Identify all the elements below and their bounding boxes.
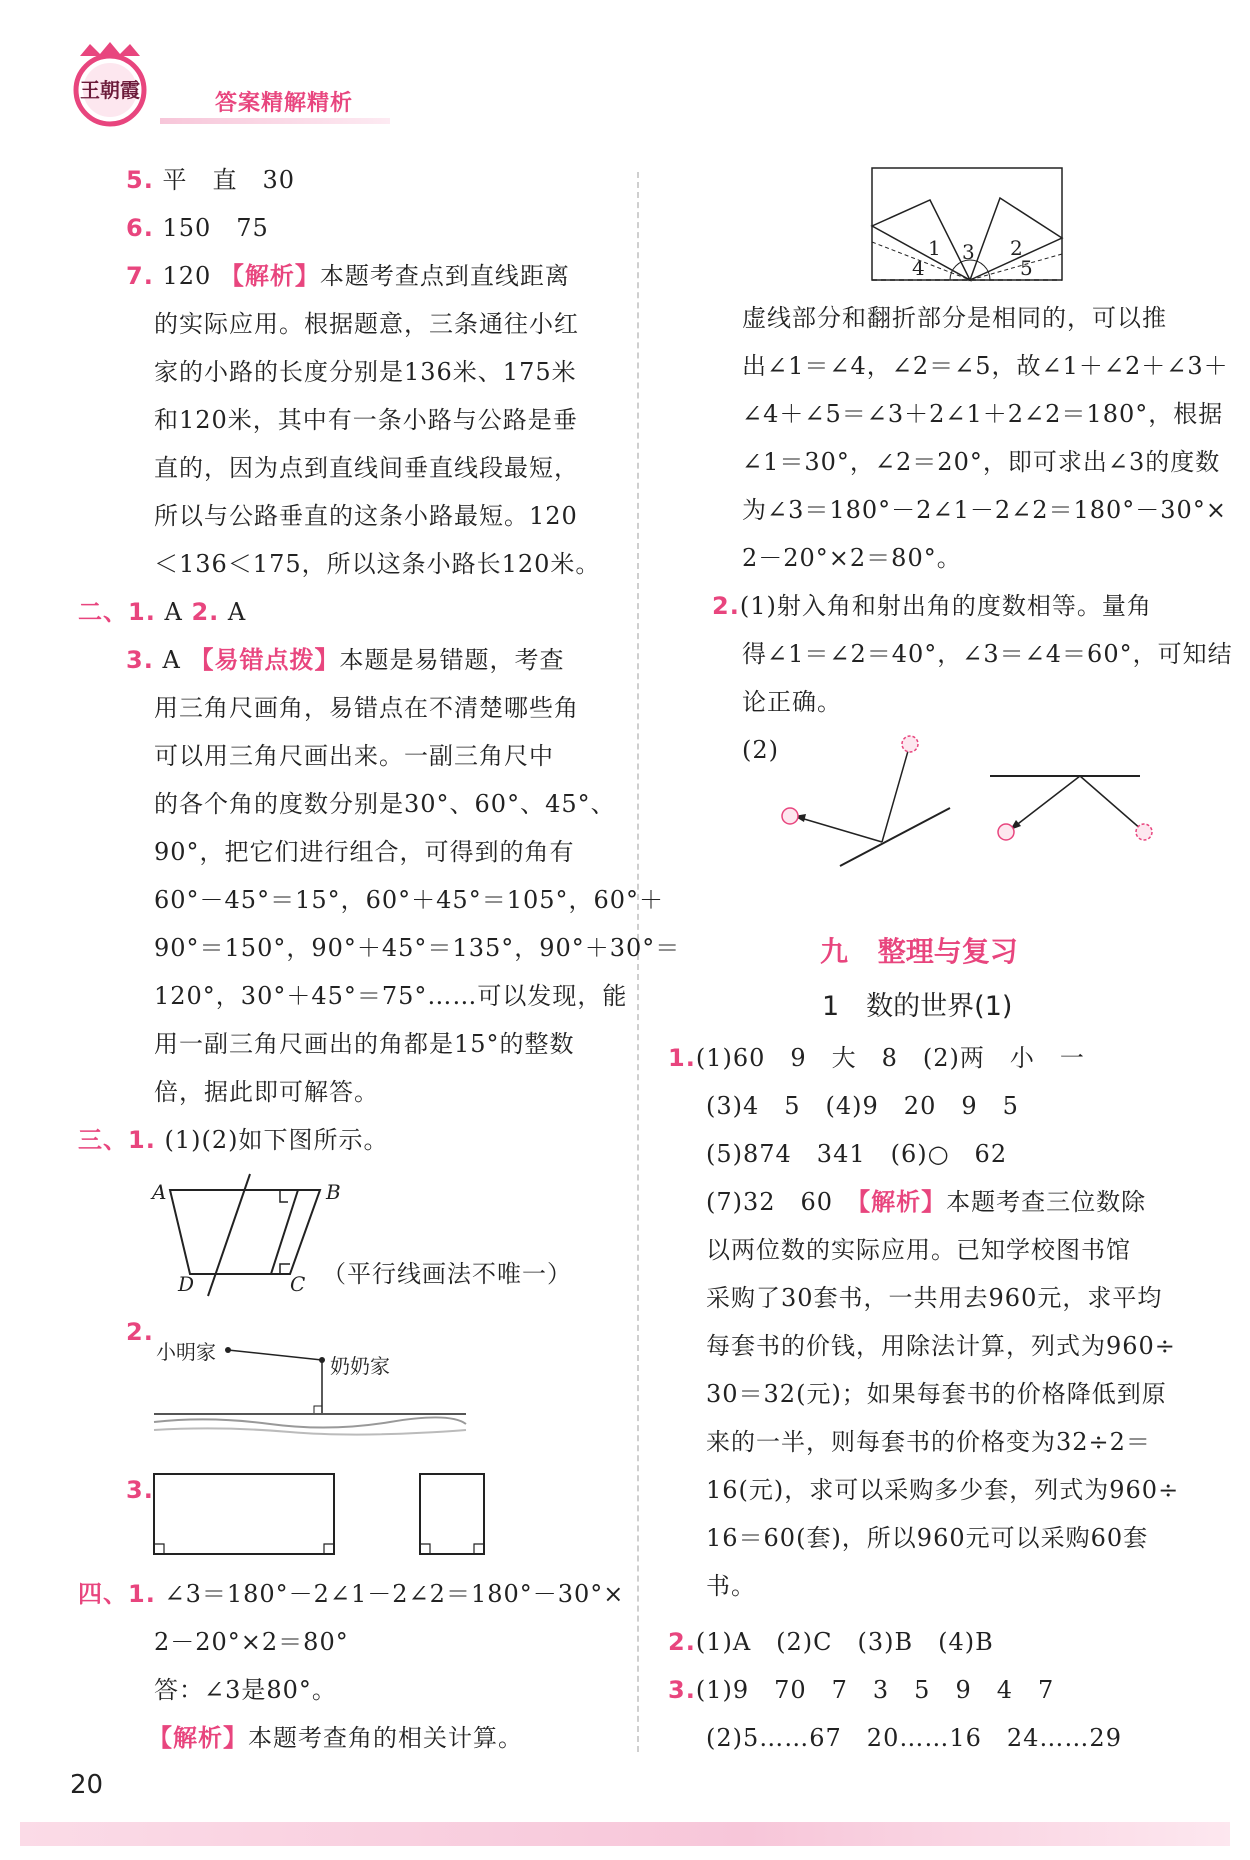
s4-line: 答：∠3是80°。 — [154, 1676, 337, 1704]
r-q1-line: 来的一半，则每套书的价格变为32÷2＝ — [706, 1428, 1151, 1456]
s4-analysis — [148, 1714, 523, 1762]
s2-q1-answer: A — [164, 598, 183, 626]
r-q3-line: (2)5……67 20……16 24……29 — [706, 1724, 1122, 1752]
r-q1-line: 以两位数的实际应用。已知学校图书馆 — [706, 1236, 1131, 1264]
q7-line: 本题考查点到直线距离 — [319, 262, 570, 290]
section-3-label: 三、 — [78, 1126, 128, 1154]
angle-3-label: 3 — [962, 240, 975, 264]
page-number: 20 — [70, 1770, 104, 1800]
s4-line: 2－20°×2＝80° — [154, 1628, 349, 1656]
q3-line: 90°，把它们进行组合，可得到的角有 — [154, 838, 575, 866]
folding-figure — [870, 166, 1070, 284]
fold-line: 为∠3＝180°－2∠1－2∠2＝180°－30°× — [742, 496, 1227, 524]
r-q1-line: 采购了30套书，一共用去960元，求平均 — [706, 1284, 1163, 1312]
s3-q2-number: 2. — [126, 1318, 154, 1346]
q7 — [126, 252, 570, 300]
s2-q3-tip-tag: 【易错点拨】 — [189, 646, 340, 674]
q3-line: 的各个角的度数分别是30°、60°、45°、 — [154, 790, 616, 818]
s2-q1-number: 1. — [128, 598, 156, 626]
r-q2 — [712, 582, 1152, 630]
s2-q2-answer: A — [227, 598, 247, 626]
r-q2b — [668, 1618, 994, 1666]
r-q2-line: (1)射入角和射出角的度数相等。量角 — [739, 592, 1152, 620]
q3-line: 本题是易错题，考查 — [339, 646, 565, 674]
angle-5-label: 5 — [1020, 256, 1033, 280]
fold-line: 2－20°×2＝80°。 — [742, 544, 962, 572]
r-q1-line: 本题考查三位数除 — [946, 1188, 1147, 1216]
r-q1-line: (5)874 341 (6)○ 62 — [706, 1140, 1008, 1168]
chapter-title: 整理与复习 — [877, 935, 1018, 968]
fold-line: 出∠1＝∠4，∠2＝∠5，故∠1＋∠2＋∠3＋ — [742, 352, 1229, 380]
q7-line: ＜136＜175，所以这条小路长120米。 — [154, 550, 601, 578]
xiaoming-home-label: 小明家 — [156, 1340, 216, 1364]
s4-q1-number: 1. — [128, 1580, 156, 1608]
q3-line: 120°，30°＋45°＝75°……可以发现，能 — [154, 982, 628, 1010]
q5-answer: 平 直 30 — [162, 166, 296, 194]
logo-text: 王朝霞 — [80, 78, 140, 102]
q5 — [126, 156, 295, 204]
q7-line: 和120米，其中有一条小路与公路是垂 — [154, 406, 578, 434]
vertex-d-label: D — [178, 1272, 195, 1296]
reflection-figure — [770, 730, 1190, 880]
parallel-note: （平行线画法不唯一） — [322, 1260, 572, 1288]
section-3 — [78, 1116, 388, 1164]
q3-line: 用一副三角尺画出的角都是15°的整数 — [154, 1030, 575, 1058]
rectangle-figures — [150, 1470, 490, 1560]
footer-bar — [20, 1822, 1230, 1846]
r-q1-q7-answer: (7)32 60 — [706, 1188, 859, 1216]
q3-line: 60°－45°＝15°，60°＋45°＝105°，60°＋ — [154, 886, 665, 914]
s4-line: ∠3＝180°－2∠1－2∠2＝180°－30°× — [164, 1580, 625, 1608]
q7-line: 家的小路的长度分别是136米、175米 — [154, 358, 577, 386]
section-2-label: 二、 — [78, 598, 128, 626]
q7-line: 所以与公路垂直的这条小路最短。120 — [154, 502, 578, 530]
r-q3-line: (1)9 70 7 3 5 9 4 7 — [695, 1676, 1055, 1704]
header-bar — [160, 118, 390, 124]
s3-q1-number: 1. — [128, 1126, 156, 1154]
q7-answer: 120 — [162, 262, 212, 290]
r-q1-line: 每套书的价钱，用除法计算，列式为960÷ — [706, 1332, 1176, 1360]
r-q2-part2: (2) — [742, 736, 779, 764]
angle-1-label: 1 — [928, 236, 941, 260]
angle-2-label: 2 — [1010, 236, 1023, 260]
grandma-home-label: 奶奶家 — [330, 1354, 390, 1378]
q3-line: 用三角尺画角，易错点在不清楚哪些角 — [154, 694, 579, 722]
section-4-label: 四、 — [78, 1580, 128, 1608]
chapter-heading — [820, 930, 1018, 970]
fold-line: ∠4＋∠5＝∠3＋2∠1＋2∠2＝180°，根据 — [742, 400, 1224, 428]
angle-4-label: 4 — [912, 256, 925, 280]
r-q1-line: 16＝60(套)，所以960元可以采购60套 — [706, 1524, 1149, 1552]
r-q1-analysis-tag: 【解析】 — [858, 1188, 947, 1216]
r-q1-line: 16(元)，求可以采购多少套，列式为960÷ — [706, 1476, 1180, 1504]
s2-q3-answer: A — [162, 646, 181, 674]
logo — [60, 38, 160, 128]
s3-q1-answer: (1)(2)如下图所示。 — [164, 1126, 389, 1154]
r-q2-line: 论正确。 — [742, 688, 842, 716]
r-q1 — [668, 1034, 1085, 1082]
q7-line: 直的，因为点到直线间垂直线段最短， — [154, 454, 579, 482]
r-q2b-answer: (1)A (2)C (3)B (4)B — [695, 1628, 994, 1656]
map-figure — [150, 1340, 470, 1450]
s4-line: 本题考查角的相关计算。 — [248, 1724, 523, 1752]
s2-q3-number: 3. — [126, 646, 154, 674]
q6 — [126, 204, 269, 252]
fold-line: ∠1＝30°，∠2＝20°，即可求出∠3的度数 — [742, 448, 1221, 476]
q5-number: 5. — [126, 166, 154, 194]
q7-number: 7. — [126, 262, 154, 290]
s2-q2-number: 2. — [191, 598, 220, 626]
q3-line: 90°＝150°，90°＋45°＝135°，90°＋30°＝ — [154, 934, 681, 962]
s3-q3-number: 3. — [126, 1476, 154, 1504]
q6-answer: 150 75 — [162, 214, 269, 242]
r-q1-line: 书。 — [706, 1572, 756, 1600]
r-q2-line: 得∠1＝∠2＝40°，∠3＝∠4＝60°，可知结 — [742, 640, 1233, 668]
s4-analysis-tag: 【解析】 — [148, 1724, 248, 1752]
r-q1-line: (1)60 9 大 8 (2)两 小 一 — [695, 1044, 1085, 1072]
r-q1-line: (3)4 5 (4)9 20 9 5 — [706, 1092, 1019, 1120]
q6-number: 6. — [126, 214, 154, 242]
r-q1-line: 30＝32(元)；如果每套书的价格降低到原 — [706, 1380, 1167, 1408]
q3-line: 可以用三角尺画出来。一副三角尺中 — [154, 742, 554, 770]
section-2 — [78, 588, 246, 636]
vertex-b-label: B — [326, 1180, 341, 1204]
vertex-a-label: A — [152, 1180, 167, 1204]
s2-q3 — [126, 636, 564, 684]
q7-analysis-tag: 【解析】 — [219, 262, 320, 290]
r-q1-number: 1. — [668, 1044, 696, 1072]
vertex-c-label: C — [290, 1272, 306, 1296]
r-q2b-number: 2. — [668, 1628, 696, 1656]
r-q3-number: 3. — [668, 1676, 696, 1704]
r-q1-q7 — [706, 1178, 1146, 1226]
header-title: 答案精解精析 — [215, 91, 354, 116]
fold-line: 虚线部分和翻折部分是相同的，可以推 — [742, 304, 1167, 332]
section-heading: 1 数的世界(1) — [822, 991, 1013, 1022]
chapter-number: 九 — [820, 935, 849, 968]
q7-line: 的实际应用。根据题意，三条通往小红 — [154, 310, 579, 338]
q3-line: 倍，据此即可解答。 — [154, 1078, 379, 1106]
section-4 — [78, 1570, 624, 1618]
r-q3 — [668, 1666, 1054, 1714]
r-q2-number: 2. — [712, 592, 740, 620]
